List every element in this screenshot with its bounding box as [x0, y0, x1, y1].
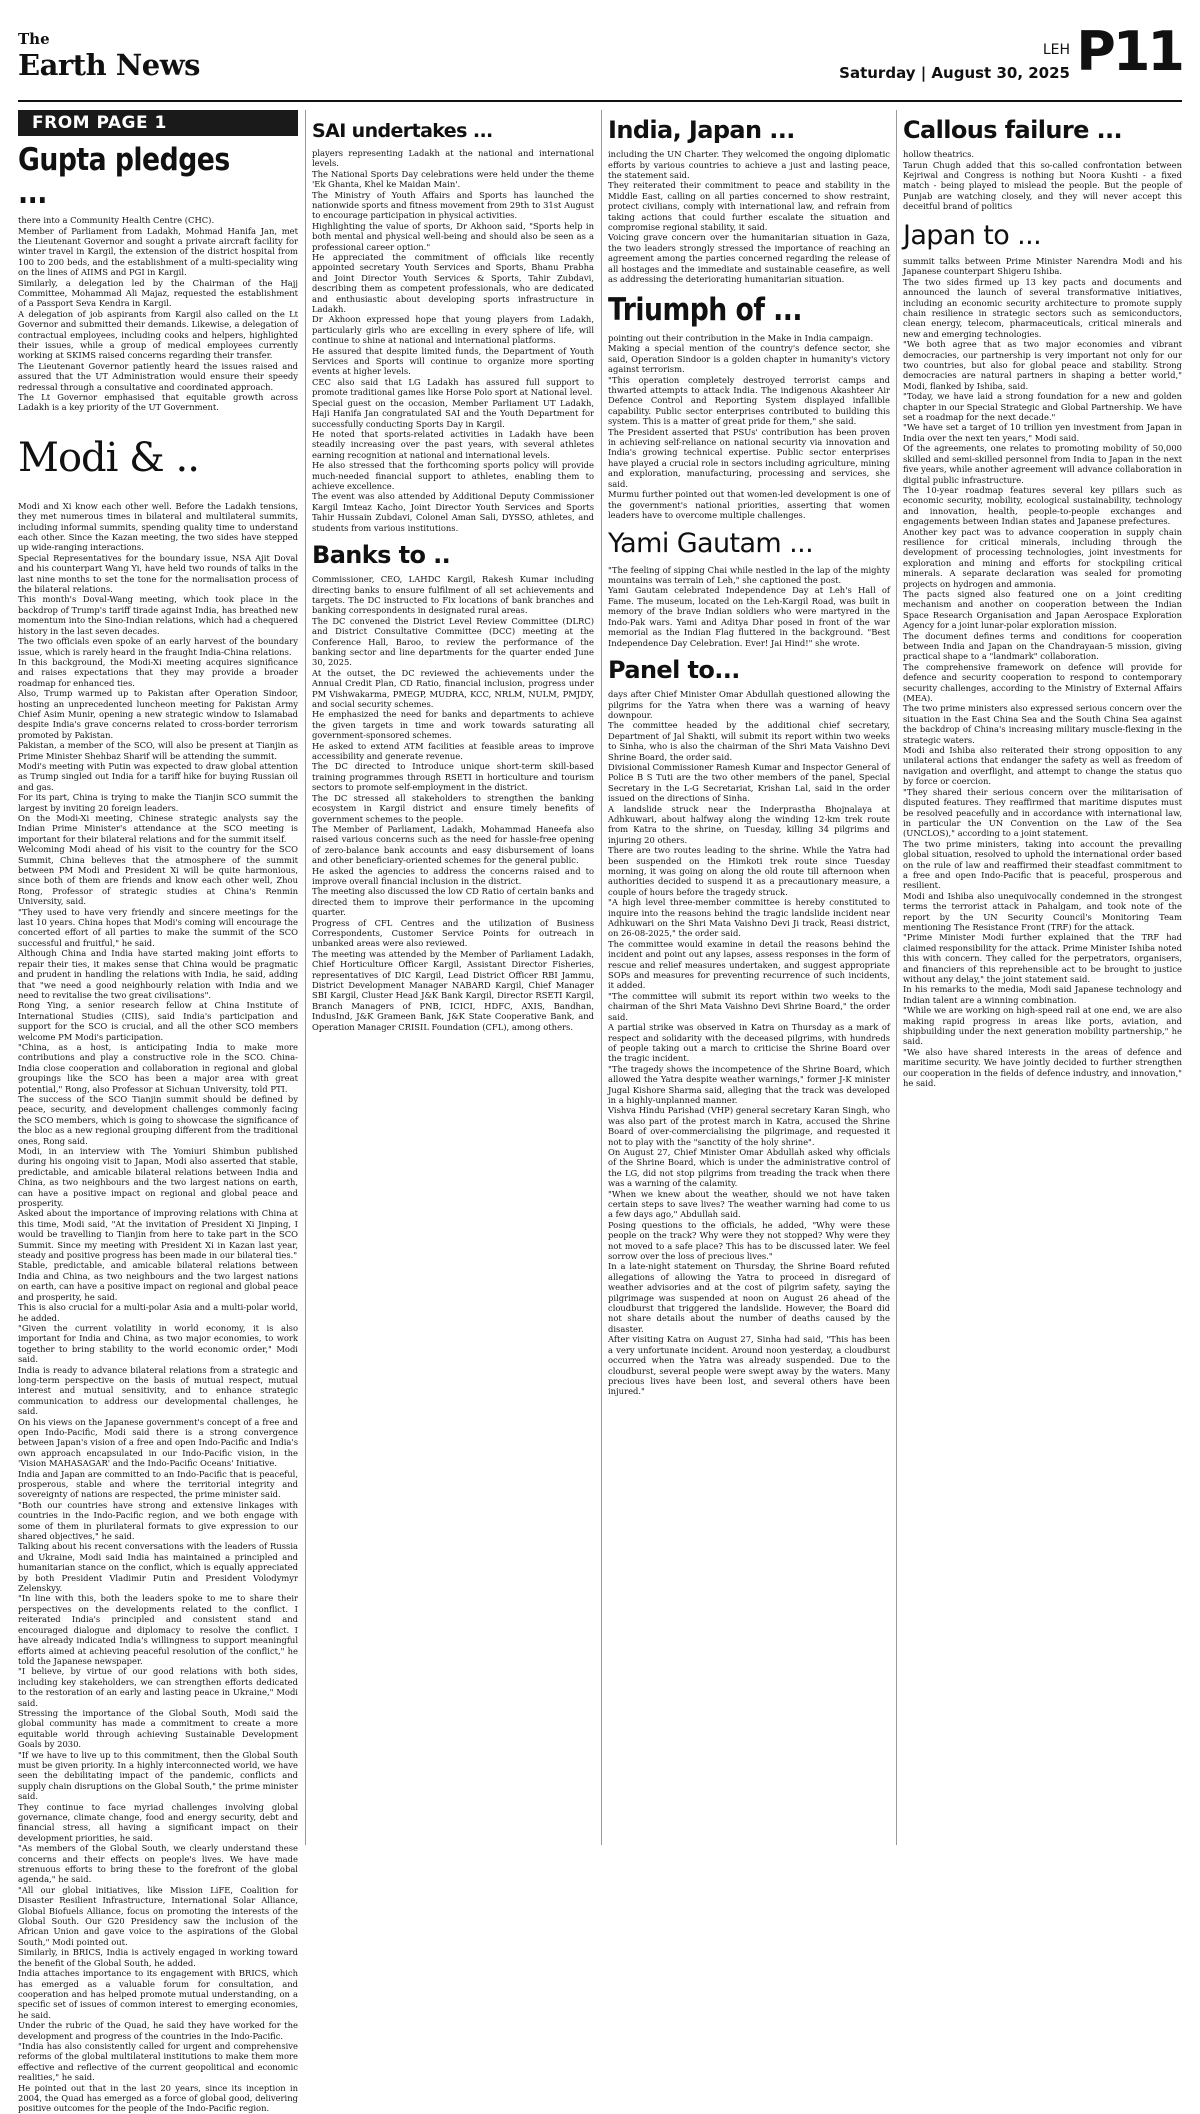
story-panel	[608, 655, 890, 1397]
story-headline: SAI undertakes ...	[312, 120, 493, 142]
story-body: pointing out their contribution in the Make in India campaign. Making a special mention of the country's defence sector, she said, Operation Sindoor is a golden chapter in humanity's victory against terrorism. "This operation completely destroyed terrorist camps and thwarted attempts to attack India. The indigenous Akashteer Air Defence Control and Reporting System displayed infallible capability. Public sector enterprises contributed to building this system. This is a matter of great pride for them," she said. The President asserted that PSUs' contribution has been proven in achieving self-reliance on national security via innovation and India's growing technical expertise. Public sector enterprises have played a crucial role in sectors including agriculture, mining and exploration, manufacturing, processing and services, she said. Murmu further pointed out that women-led development is one of the government's national priorities, asserting that women leaders have to overcome multiple challenges.	[608, 333, 890, 520]
story-body: Modi and Xi know each other well. Before the Ladakh tensions, they met numerous times in bilateral and multilateral summits, including informal summits, spending quality time to understand each other. Since the Kazan meeting, the two sides have stepped up wide-ranging interactions. Special Representatives for the boundary issue, NSA Ajit Doval and his counterpart Wang Yi, have held two rounds of talks in the last nine months to set the tone for the normalisation process of the bilateral relations. This month's Doval-Wang meeting, which took place in the backdrop of Trump's tariff tirade against India, has breathed new momentum into the Sino-Indian relations, which had a chequered history in the last seven decades. The two officials even spoke of an early harvest of the boundary issue, which is rarely heard in the fraught India-China relations. In this background, the Modi-Xi meeting acquires significance and raises expectations that they may provide a broader roadmap for enhanced ties. Also, Trump warmed up to Pakistan after Operation Sindoor, hosting an unprecedented luncheon meeting for Pakistan Army Chief Asim Munir, opening a new strategic window to Islamabad despite India's grave concerns related to cross-border terrorism promoted by Pakistan. Pakistan, a member of the SCO, will also be present at Tianjin as Prime Minister Shehbaz Sharif will be attending the summit. Modi's meeting with Putin was expected to draw global attention as Trump singled out India for a tariff hike for buying Russian oil and gas. For its part, China is trying to make the Tianjin SCO summit the largest by inviting 20 foreign leaders. On the Modi-Xi meeting, Chinese strategic analysts say the Indian Prime Minister's attendance at the SCO meeting is important for their bilateral relations and for the summit itself. Welcoming Modi ahead of his visit to the country for the SCO Summit, China believes that the atmosphere of the summit between PM Modi and President Xi will be quite harmonious, since both of them are friends and know each other well, Zhou Rong, Professor of strategic studies at China's Renmin University, said. "They used to have very friendly and sincere meetings for the last 10 years. China hopes that Modi's coming will encourage the concerted effort of all parties to make the summit of the SCO successful and fruitful," he said. Although China and India have started making joint efforts to repair their ties, it makes sense that China would be pragmatic and prudent in handling the relations with India, he said, adding that "we need a good neighbourly relation with India and we need to revitalise the two great civilisations". Rong Ying, a senior research fellow at China Institute of International Studies (CIIS), said India's participation and support for the SCO is crucial, and all the other SCO members welcome PM Modi's participation. "China, as a host, is anticipating India to make more contributions and play a constructive role in the SCO. China-India close cooperation and collaboration in regional and global groupings like the SCO has been a major area with great potential," Rong, also Professor at Sichuan University, told PTI. The success of the SCO Tianjin summit should be defined by peace, security, and development challenges commonly facing the SCO members, which is going to showcase the significance of the bloc as a new regional grouping different from the traditional ones, Rong said. Modi, in an interview with The Yomiuri Shimbun published during his ongoing visit to Japan, Modi also asserted that stable, predictable, and amicable bilateral relations between India and China, as two neighbours and the two largest nations on earth, can have a positive impact on regional and global peace and prosperity. Asked about the importance of improving relations with China at this time, Modi said, "At the invitation of President Xi Jinping, I would be travelling to Tianjin from here to take part in the SCO Summit. Since my meeting with President Xi in Kazan last year, steady and positive progress has been made in our bilateral ties." Stable, predictable, and amicable bilateral relations between India and China, as two neighbours and the two largest nations on earth, can have a positive impact on regional and global peace and prosperity, he said. This is also crucial for a multi-polar Asia and a multi-polar world, he added. "Given the current volatility in world economy, it is also important for India and China, as two major economies, to work together to bring stability to the world economic order," Modi said. India is ready to advance bilateral relations from a strategic and long-term perspective on the basis of mutual respect, mutual interest and mutual sensitivity, and to enhance strategic communication to address our developmental challenges, he said. On his views on the Japanese government's concept of a free and open Indo-Pacific, Modi said there is a strong convergence between Japan's vision of a free and open Indo-Pacific and India's own approach encapsulated in our Indo-Pacific vision, in the 'Vision MAHASAGAR' and the Indo-Pacific Oceans' Initiative. India and Japan are committed to an Indo-Pacific that is peaceful, prosperous, stable and where the territorial integrity and sovereignty of nations are respected, the prime minister said. "Both our countries have strong and extensive linkages with countries in the Indo-Pacific region, and we both engage with some of them in plurilateral formats to give expression to our shared objectives," he said. Talking about his recent conversations with the leaders of Russia and Ukraine, Modi said India has maintained a principled and humanitarian stance on the conflict, which is equally appreciated by both President Vladimir Putin and President Volodymyr Zelenskyy. "In line with this, both the leaders spoke to me to share their perspectives on the developments related to the conflict. I reiterated India's principled and consistent stand and encouraged dialogue and diplomacy to resolve the conflict. I have already indicated India's willingness to support meaningful efforts aimed at achieving peaceful resolution of the conflict," he told the Japanese newspaper. "I believe, by virtue of our good relations with both sides, including key stakeholders, we can strengthen efforts dedicated to the restoration of an early and lasting peace in Ukraine," Modi said. Stressing the importance of the Global South, Modi said the global community has made a commitment to create a more equitable world through achieving Sustainable Development Goals by 2030. "If we have to live up to this commitment, then the Global South must be given priority. In a highly interconnected world, we have seen the debilitating impact of the pandemic, conflicts and supply chain disruptions on the Global South," the prime minister said. They continue to face myriad challenges involving global governance, climate change, food and energy security, debt and financial stress, all having a significant impact on their development priorities, he said. "As members of the Global South, we clearly understand these concerns and their effects on people's lives. We have made strenuous efforts to bring these to the forefront of the global agenda," he said. "All our global initiatives, like Mission LiFE, Coalition for Disaster Resilient Infrastructure, International Solar Alliance, Global Biofuels Alliance, focus on promoting the interests of the Global South. Our G20 Presidency saw the inclusion of the African Union and gave voice to the aspirations of the Global South," Modi pointed out. Similarly, in BRICS, India is actively engaged in working toward the benefit of the Global South, he added. India attaches importance to its engagement with BRICS, which has emerged as a valuable forum for consultation, and cooperation and has helped promote mutual understanding, on a specific set of issues of common interest to emerging economies, he said. Under the rubric of the Quad, he said they have worked for the development and progress of the countries in the Indo-Pacific. "India has also consistently called for urgent and comprehensive reforms of the global multilateral institutions to make them more effective and reflective of the current geopolitical and economic realities," he said. He pointed out that in the last 20 years, since its inception in 2004, the Quad has emerged as a force of global good, delivering positive outcomes for the people of the Indo-Pacific region.	[18, 500, 298, 2114]
story-callous	[903, 118, 1182, 212]
masthead	[18, 22, 1182, 86]
column-divider	[896, 110, 897, 1845]
column-divider	[305, 110, 306, 1845]
newspaper-name: Earth News	[18, 48, 200, 82]
story-headline: Panel to...	[608, 655, 740, 684]
story-headline: Modi & ..	[18, 434, 199, 481]
story-headline: Banks to ..	[312, 540, 451, 569]
column-2	[312, 110, 594, 1845]
issue-date: Saturday | August 30, 2025	[839, 64, 1070, 82]
from-page-banner: FROM PAGE 1	[18, 110, 298, 136]
story-triumph	[608, 294, 890, 520]
edition-label: LEH	[1042, 42, 1070, 58]
story-body: summit talks between Prime Minister Narendra Modi and his Japanese counterpart Shigeru Ishiba. The two sides firmed up 13 key pacts and documents and announced the launch of several transformative initiatives, including an economic security architecture to promote supply chain resilience in strategic sectors such as semiconductors, clean energy, telecom, pharmaceuticals, critical minerals and new and emerging technologies. "We both agree that as two major economies and vibrant democracies, our partnership is very important not only for our two countries, but also for global peace and stability. Strong democracies are natural partners in shaping a better world," Modi, flanked by Ishiba, said. "Today, we have laid a strong foundation for a new and golden chapter in our Special Strategic and Global Partnership. We have set a roadmap for the next decade." "We have set a target of 10 trillion yen investment from Japan in India over the next ten years," Modi said. Of the agreements, one relates to promoting mobility of 50,000 skilled and semi-skilled personnel from India to Japan in the next five years, while another agreement will advance collaboration in digital public infrastructure. The 10-year roadmap features several key pillars such as economic security, mobility, ecological sustainability, technology and innovation, health, people-to-people exchanges and engagements between Indian states and Japanese prefectures. Another key pact was to advance cooperation in supply chain resilience for critical minerals, including through the development of processing technologies, joint investments for exploration and mining and efforts for stockpiling critical minerals. A separate declaration was sealed for promoting projects on hydrogen and ammonia. The pacts signed also featured one on a joint crediting mechanism and another on cooperation between the Indian Space Research Organisation and Japan Aerospace Exploration Agency for a joint lunar-polar exploration mission. The document defines terms and conditions for cooperation between India and Japan on the Chandrayaan-5 mission, giving practical shape to a "landmark" collaboration. The comprehensive framework on defence will provide for defence and security cooperation to respond to contemporary security challenges, according to the Ministry of External Affairs (MEA). The two prime ministers also expressed serious concern over the situation in the East China Sea and the South China Sea against the backdrop of China's increasing military muscle-flexing in the strategic waters. Modi and Ishiba also reiterated their strong opposition to any unilateral actions that endanger the safety as well as freedom of navigation and overflight, and attempt to change the status quo by force or coercion. "They shared their serious concern over the militarisation of disputed features. They reaffirmed that maritime disputes must be resolved peacefully and in accordance with international law, in particular the UN Convention on the Law of the Sea (UNCLOS)," according to a joint statement. The two prime ministers, taking into account the prevailing global situation, resolved to uphold the international order based on the rule of law and reaffirmed their steadfast commitment to a free and open Indo-Pacific that is peaceful, prosperous and resilient. Modi and Ishiba also unequivocally condemned in the strongest terms the terrorist attack in Pahalgam, and took note of the report by the UN Security Council's Monitoring Team mentioning The Resistance Front (TRF) for the attack. "Prime Minister Modi further explained that the TRF had claimed responsibility for the attack. Prime Minister Ishiba noted this with concern. They called for the perpetrators, organisers, and financiers of this reprehensible act to be brought to justice without any delay," the joint statement said. In his remarks to the media, Modi said Japanese technology and Indian talent are a winning combination. "While we are working on high-speed rail at one end, we are also making rapid progress in areas like ports, aviation, and shipbuilding under the next generation mobility partnership," he said. "We also have shared interests in the areas of defence and maritime security. We have jointly decided to further strengthen our cooperation in the fields of defence industry, and innovation," he said.	[903, 255, 1182, 1089]
story-body: "The feeling of sipping Chai while nestled in the lap of the mighty mountains was terrain of Leh," she captioned the post. Yami Gautam celebrated Independence Day at Leh's Hall of Fame. The museum, located on the Leh-Kargil Road, was built in memory of the brave Indian soldiers who were martyred in the Indo-Pak wars. Yami and Aditya Dhar posed in front of the war memorial as the Indian Flag fluttered in the background. "Best Independence Day Celebration. Ever! Jai Hind!" she wrote.	[608, 564, 890, 648]
column-3	[608, 110, 890, 1845]
story-sai	[312, 122, 594, 533]
column-divider	[601, 110, 602, 1845]
story-headline: Yami Gautam ...	[608, 528, 814, 560]
story-gupta	[18, 144, 298, 413]
story-japan	[903, 219, 1182, 1089]
masthead-rule	[18, 100, 1182, 102]
column-4	[903, 110, 1182, 1845]
story-india-japan	[608, 118, 890, 284]
story-body: Commissioner, CEO, LAHDC Kargil, Rakesh Kumar including directing banks to ensure fulfilment of all set achievements and targets. The DC instructed to Fix locations of bank branches and banking correspondents in designated rural areas. The DC convened the District Level Review Committee (DLRC) and District Consultative Committee (DCC) meeting at the Conference Hall, Baroo, to review the performance of the banking sector and line departments for the quarter ended June 30, 2025. At the outset, the DC reviewed the achievements under the Annual Credit Plan, CD Ratio, financial inclusion, progress under PM Vishwakarma, PMEGP, MUDRA, KCC, NRLM, NULM, PMJDY, and social security schemes. He emphasized the need for banks and departments to achieve the given targets in time and work towards saturating all government-sponsored schemes. He asked to extend ATM facilities at feasible areas to improve accessibility and generate revenue. The DC directed to Introduce unique short-term skill-based training programmes through RSETI in horticulture and tourism sectors to promote self-employment in the district. The DC stressed all stakeholders to strengthen the banking ecosystem in Kargil district and ensure timely benefits of government schemes to the people. The Member of Parliament, Ladakh, Mohammad Haneefa also raised various concerns such as the need for hassle-free opening of zero-balance bank accounts and easy disbursement of loans and other beneficiary-oriented schemes for the general public. He asked the agencies to address the concerns raised and to improve overall financial inclusion in the district. The meeting also discussed the low CD Ratio of certain banks and directed them to improve their performance in the upcoming quarter. Progress of CFL Centres and the utilization of Business Correspondents, Customer Service Points for outreach in unbanked areas were also reviewed. The meeting was attended by the Member of Parliament Ladakh, Chief Horticulture Officer Kargil, Assistant Director Fisheries, representatives of DIC Kargil, Lead District Officer RBI Jammu, District Development Manager NABARD Kargil, Chief Manager SBI Kargil, Cluster Head J&K Bank Kargil, Director RSETI Kargil, Branch Managers of PNB, ICICI, HDFC, AXIS, Bandhan, IndusInd, J&K Grameen Bank, J&K State Cooperative Bank, and Operation Manager CRISIL Foundation (CFL), among others.	[312, 574, 594, 1032]
story-headline: Triumph of ...	[608, 292, 803, 329]
story-body: players representing Ladakh at the national and international levels. The National Sports Day celebrations were held under the theme 'Ek Ghanta, Khel ke Maidan Main'. The Ministry of Youth Affairs and Sports has launched the nationwide sports and fitness movement from 29th to 31st August to encourage participation in physical activities. Highlighting the value of sports, Dr Akhoon said, "Sports help in both mental and physical well-being and should also be seen as a professional career option." He appreciated the commitment of officials like recently appointed secretary Youth Services and Sports, Bhanu Prabha and Joint Director Youth Services & Sports, Tahir Zubdavi, describing them as competent professionals, who are dedicated and enthusiastic about developing sports infrastructure in Ladakh. Dr Akhoon expressed hope that young players from Ladakh, particularly girls who are excelling in every sphere of life, will continue to shine at national and international platforms. He assured that despite limited funds, the Department of Youth Services and Sports will continue to organize more sporting events at higher levels. CEC also said that LG Ladakh has assured full support to promote traditional games like Horse Polo sport at National level. Special guest on the occasion, Member Parliament UT Ladakh, Haji Hanifa Jan congratulated SAI and the Youth Department for successfully conducting Sports Day in Kargil. He noted that sports-related activities in Ladakh have been steadily increasing over the past years, with several athletes earning recognition at national and international levels. He also stressed that the forthcoming sports policy will provide much-needed financial support to athletes, enabling them to achieve excellence. The event was also attended by Additional Deputy Commissioner Kargil Imteaz Kacho, Joint Director Youth Services and Sports Tahir Hussain Zubdavi, Colonel Aman Sali, DYSSO, athletes, and students from various institutions.	[312, 147, 594, 533]
story-body: there into a Community Health Centre (CHC). Member of Parliament from Ladakh, Mohmad Hanifa Jan, met the Lieutenant Governor and sought a private aircraft facility for winter travel in Kargil, the extension of the district hospital from 100 to 200 beds, and the establishment of a multi-speciality wing on the lines of AIIMS and PGI in Kargil. Similarly, a delegation led by the Chairman of the Hajj Committee, Mohammad Ali Majaz, requested the establishment of a Passport Seva Kendra in Kargil. A delegation of job aspirants from Kargil also called on the Lt Governor and submitted their demands. Likewise, a delegation of contractual employees, including cooks and helpers, highlighted their issues, while a group of medical employees currently working at SKIMS raised concerns regarding their transfer. The Lieutenant Governor patiently heard the issues raised and assured that the UT Administration would ensure their speedy redressal through a consultative and coordinated approach. The Lt Governor emphasised that equitable growth across Ladakh is a key priority of the UT Government.	[18, 215, 298, 413]
story-headline: Callous failure ...	[903, 116, 1123, 144]
story-yami	[608, 530, 890, 648]
story-banks	[312, 540, 594, 1032]
story-body: including the UN Charter. They welcomed the ongoing diplomatic efforts by various countries to achieve a just and lasting peace, the statement said. They reiterated their commitment to peace and stability in the Middle East, calling on all parties concerned to show restraint, protect civilians, comply with international law, and refrain from taking actions that could further escalate the situation and compromise regional stability, it said. Voicing grave concern over the humanitarian situation in Gaza, the two leaders strongly stressed the importance of reaching an agreement among the parties concerned regarding the release of all hostages and the immediate and sustainable ceasefire, as well as addressing the deteriorating humanitarian situation.	[608, 149, 890, 285]
story-headline: Gupta pledges ...	[18, 142, 230, 211]
story-body: days after Chief Minister Omar Abdullah questioned allowing the pilgrims for the Yatra when there was a warning of heavy downpour. The committee headed by the additional chief secretary, Department of Jal Shakti, will submit its report within two weeks to Sinha, who is also the chairman of the Shri Mata Vaishno Devi Shrine Board, the order said. Divisional Commissioner Ramesh Kumar and Inspector General of Police B S Tuti are the two other members of the panel, Special Secretary in the L-G Secretariat, Krishan Lal, said in the order issued on the directions of Sinha. A landslide struck near the Inderprastha Bhojnalaya at Adhkuwari, about halfway along the winding 12-km trek route from Katra to the shrine, on Tuesday, killing 34 pilgrims and injuring 20 others. There are two routes leading to the shrine. While the Yatra had been suspended on the Himkoti trek route since Tuesday morning, it was going on along the old route till afternoon when authorities decided to suspend it as a precautionary measure, a couple of hours before the tragedy struck. "A high level three-member committee is hereby constituted to inquire into the reasons behind the tragic landslide incident near Adhkuwari on the Shri Mata Vaishno Devi Ji track, Reasi district, on 26-08-2025," the order said. The committee would examine in detail the reasons behind the incident and point out any lapses, assess responses in the form of rescue and relief measures undertaken, and suggest appropriate SOPs and measures for preventing recurrence of such incidents, it added. "The committee will submit its report within two weeks to the chairman of the Shri Mata Vaishno Devi Shrine Board," the order said. A partial strike was observed in Katra on Thursday as a mark of respect and solidarity with the deceased pilgrims, with hundreds of people taking out a march to criticise the Shrine Board over the tragic incident. "The tragedy shows the incompetence of the Shrine Board, which allowed the Yatra despite weather warnings," former J-K minister Jugal Kishore Sharma said, alleging that the track was developed in a highly-unplanned manner. Vishva Hindu Parishad (VHP) general secretary Karan Singh, who was also part of the protest march in Katra, accused the Shrine Board of over-commercialising the pilgrimage, and requested it not to play with the "sanctity of the holy shrine". On August 27, Chief Minister Omar Abdullah asked why officials of the Shrine Board, which is under the administrative control of the LG, did not stop pilgrims from treading the track when there was a warning of the calamity. "When we knew about the weather, should we not have taken certain steps to save lives? The weather warning had come to us a few days ago," Abdullah said. Posing questions to the officials, he added, "Why were these people on the track? Why were they not stopped? Why were they not moved to a safe place? This has to be discussed later. We feel sorrow over the loss of precious lives." In a late-night statement on Thursday, the Shrine Board refuted allegations of allowing the Yatra to proceed in disregard of weather advisories and at the cost of pilgrim safety, saying the pilgrimage was suspended at noon on August 26 ahead of the cloudburst that triggered the landslide. However, the Board did not share details about the number of deaths caused by the disaster. After visiting Katra on August 27, Sinha had said, "This has been a very unfortunate incident. Around noon yesterday, a cloudburst occurred when the Yatra was already suspended. Due to the cloudburst, several people were swept away by the waters. Many precious lives have been lost, and several others have been injured."	[608, 689, 890, 1397]
story-modi	[18, 434, 298, 2114]
brand-the: The	[18, 30, 50, 48]
page-number: P11	[1076, 20, 1182, 83]
column-1	[18, 110, 298, 2114]
story-body: hollow theatrics. Tarun Chugh added that this so-called confrontation between Kejriwal and Congress is nothing but Noora Kushti - a fixed match - being played to mislead the people. But the people of Punjab are watching closely, and they will never accept this deceitful brand of politics	[903, 149, 1182, 212]
story-headline: Japan to ...	[903, 219, 1042, 251]
story-headline: India, Japan ...	[608, 116, 795, 144]
